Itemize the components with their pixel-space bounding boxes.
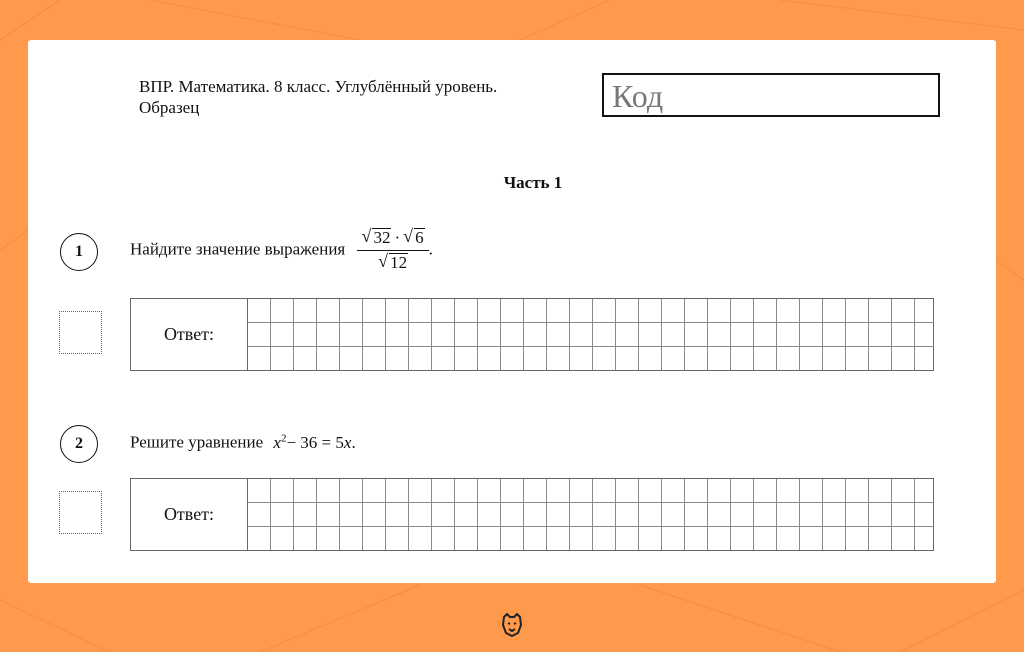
equation bbox=[273, 433, 355, 452]
worksheet-page bbox=[28, 40, 996, 583]
answer-field-1[interactable] bbox=[130, 298, 934, 371]
radicand-6: 6 bbox=[415, 228, 424, 247]
answer-grid-2[interactable] bbox=[248, 479, 934, 550]
answer-field-2[interactable] bbox=[130, 478, 934, 551]
bear-logo-icon bbox=[498, 611, 526, 639]
question-number-2: 2 bbox=[60, 425, 98, 463]
eq-rest: − 36 = 5 bbox=[286, 432, 344, 452]
question-2-period: . bbox=[351, 432, 356, 452]
header-title: ВПР. Математика. 8 класс. Углублённый уровень. bbox=[139, 77, 498, 96]
header-subtitle: Образец bbox=[139, 98, 200, 117]
question-2-text bbox=[130, 432, 356, 453]
answer-grid-1[interactable] bbox=[248, 299, 934, 370]
radicand-32: 32 bbox=[373, 228, 391, 247]
question-number-1: 1 bbox=[60, 233, 98, 271]
answer-label-2: Ответ: bbox=[131, 479, 248, 550]
score-box-2[interactable] bbox=[59, 491, 102, 534]
question-1-fraction bbox=[357, 228, 428, 273]
document-header bbox=[139, 76, 609, 118]
radicand-12: 12 bbox=[390, 253, 408, 272]
multiply-dot: · bbox=[394, 228, 401, 247]
question-1-period: . bbox=[428, 239, 433, 259]
code-field[interactable]: Код bbox=[602, 73, 940, 117]
eq-variable-2: x bbox=[343, 432, 352, 452]
eq-exponent: 2 bbox=[280, 432, 287, 444]
question-2-prompt: Решите уравнение bbox=[130, 432, 264, 452]
eq-variable: x bbox=[273, 432, 281, 452]
question-1-text bbox=[130, 228, 433, 273]
score-box-1[interactable] bbox=[59, 311, 102, 354]
answer-label-1: Ответ: bbox=[131, 299, 248, 370]
question-1-prompt: Найдите значение выражения bbox=[130, 239, 346, 259]
part-title: Часть 1 bbox=[503, 173, 563, 192]
